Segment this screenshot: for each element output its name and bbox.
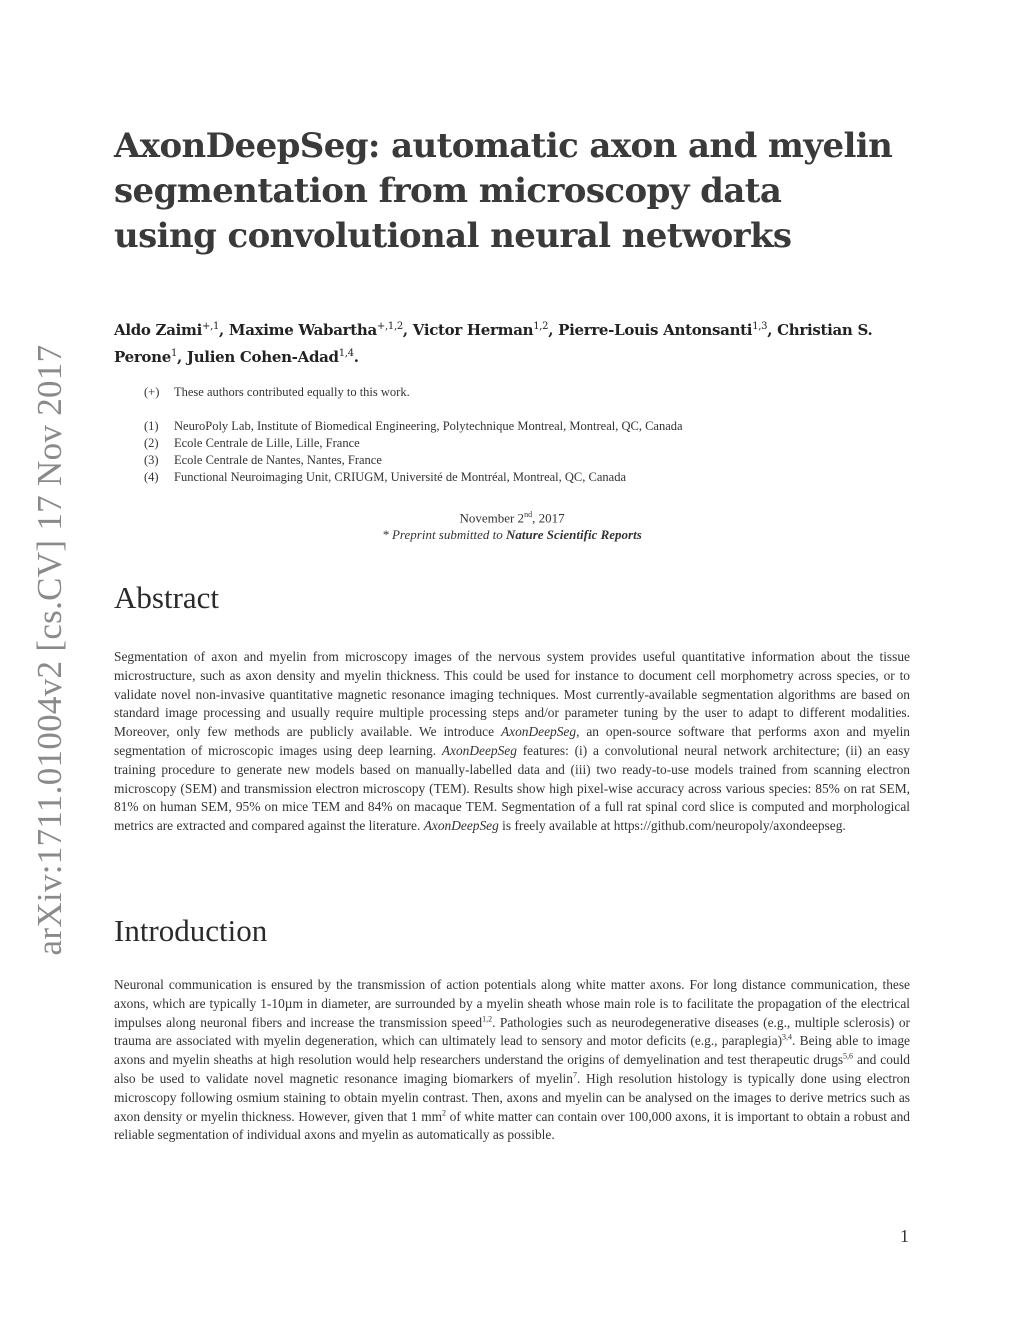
affiliation-mark: (4) [144,470,159,484]
author-name: Christian S. Perone [114,321,873,366]
text-run: features: (i) a convolutional neural network architecture; (ii) an easy training procedure to generate new models based on manually-labelled data and (iii) two ready-to-use models trained from scanning electron microscopy (SEM) and transmission electron microscopy (TEM). Results show high pixel-wise accuracy across various species: 85% on rat SEM, 81% on human SEM, 95% on mice TEM and 84% on macaque TEM. Segmentation of a full rat spinal cord slice is computed and morphological metrics are extracted and compared against the literature. [114,742,911,834]
text-run: Neuronal communication is ensured by the transmission of action potentials along white matter axons. For long distance communication, these axons, which are typically 1-10µm in diameter, are surrounded by a myelin sheath whose main role is to facilitate the propagation of the electrical impulses along neuronal fibers and increase the transmission speed [114,977,910,1030]
author-name: Victor Herman [412,321,534,339]
introduction-heading: Introduction [114,913,268,948]
software-name: AxonDeepSeg [500,724,577,740]
affiliation-mark: (+) [144,385,160,399]
author-affiliation-index: 1,4 [338,348,354,359]
affiliation-text: These authors contributed equally to this work. [174,385,410,399]
author-name: Julien Cohen-Adad [186,348,339,366]
text-run: . Being able to image axons and myelin sheaths at high resolution would help researchers understand the origins of demyelination and test therapeutic drugs [114,1033,910,1068]
affiliation-text: Ecole Centrale de Nantes, Nantes, France [174,453,382,467]
page-number: 1 [900,1226,909,1246]
affiliation-text: Ecole Centrale de Lille, Lille, France [174,436,360,450]
affiliation-mark: (1) [144,419,159,433]
citation-ref: 5,6 [843,1051,854,1061]
affiliation-row [144,418,683,435]
introduction-body [114,976,910,1145]
author-affiliation-index: +,1 [202,321,220,332]
text-run: and could also be used to validate novel magnetic resonance imaging biomarkers of myelin [114,1052,911,1086]
text-run: . High resolution histology is typically done using electron microscopy following osmium staining to obtain myelin contrast. Then, axons and myelin can be analysed on the images to derive metrics such as axon density or myelin thickness. However, given that 1 mm [114,1070,910,1124]
software-name: AxonDeepSeg [423,818,499,834]
text-run: , an open-source software that performs axon and myelin segmentation of microscopic images using deep learning. [114,724,911,758]
affiliation-row [144,435,683,452]
citation-ref: 1,2 [482,1014,493,1024]
abstract-heading: Abstract [114,580,220,615]
author-affiliation-index: +,1,2 [376,321,403,332]
citation-ref: 7 [572,1070,577,1080]
author-list: Aldo Zaimi$^{+,1}$, Maxime Wabartha$^{+,1,2}$, Victor Herman$^{1,2}$, Pierre-Louis Antonsanti$^{1,3}$, Christian S. Perone$^1$, Julien Cohen-Adad$^{1,4}$. [114,321,873,366]
abstract-body [114,648,910,836]
affiliations [144,384,683,486]
text-run: . Pathologies such as neurodegenerative diseases (e.g., multiple sclerosis) or trauma are associated with myelin degeneration, which can ultimately lead to sensory and motor deficits (e.g., paraplegia) [114,1014,910,1049]
affiliation-row [144,469,683,486]
author-name: Aldo Zaimi [114,321,202,339]
author-affiliation-index: 1,3 [752,321,768,332]
author-name: Maxime Wabartha [228,321,377,339]
author-name: Pierre-Louis Antonsanti [558,321,753,339]
affiliation-text: Functional Neuroimaging Unit, CRIUGM, Université de Montréal, Montreal, QC, Canada [174,470,627,484]
equal-contribution-note [144,384,683,401]
preprint-note: * Preprint submitted to Nature Scientific Reports [382,527,642,543]
arxiv-identifier: arXiv:1711.01004v2 [cs.CV] 17 Nov 2017 [30,344,69,956]
text-run: Segmentation of axon and myelin from microscopy images of the nervous system provides useful quantitative information about the tissue microstructure, such as axon density and myelin thickness. This could be used for instance to document cell morphometry across species, or to validate novel non-invasive quantitative magnetic resonance imaging techniques. Most currently-available segmentation algorithms are based on standard image processing and usually require multiple processing steps and/or parameter tuning by the user to adapt to different modalities. Moreover, only few methods are publicly available. We introduce [114,649,910,740]
author-affiliation-index: 1 [170,348,178,359]
software-name: AxonDeepSeg [441,742,517,758]
affiliation-text: NeuroPoly Lab, Institute of Biomedical Engineering, Polytechnique Montreal, Montreal, QC, Canada [174,419,683,433]
submission-date: November 2nd, 2017 [459,510,565,526]
text-run: of white matter can contain over 100,000 axons, it is important to obtain a robust and reliable segmentation of individual axons and myelin as automatically as possible. [114,1108,910,1143]
author-affiliation-index: 1,2 [533,321,549,332]
citation-ref: 2 [442,1108,447,1118]
affiliation-row [144,452,683,469]
affiliation-mark: (2) [144,436,159,450]
citation-ref: 3,4 [782,1032,793,1042]
affiliation-mark: (3) [144,453,159,467]
paper-title: AxonDeepSeg: automatic axon and myelin segmentation from microscopy data using convolutional neural networks [114,126,893,256]
text-run: is freely available at https://github.com/neuropoly/axondeepseg. [498,818,846,834]
date-block [0,506,1024,543]
